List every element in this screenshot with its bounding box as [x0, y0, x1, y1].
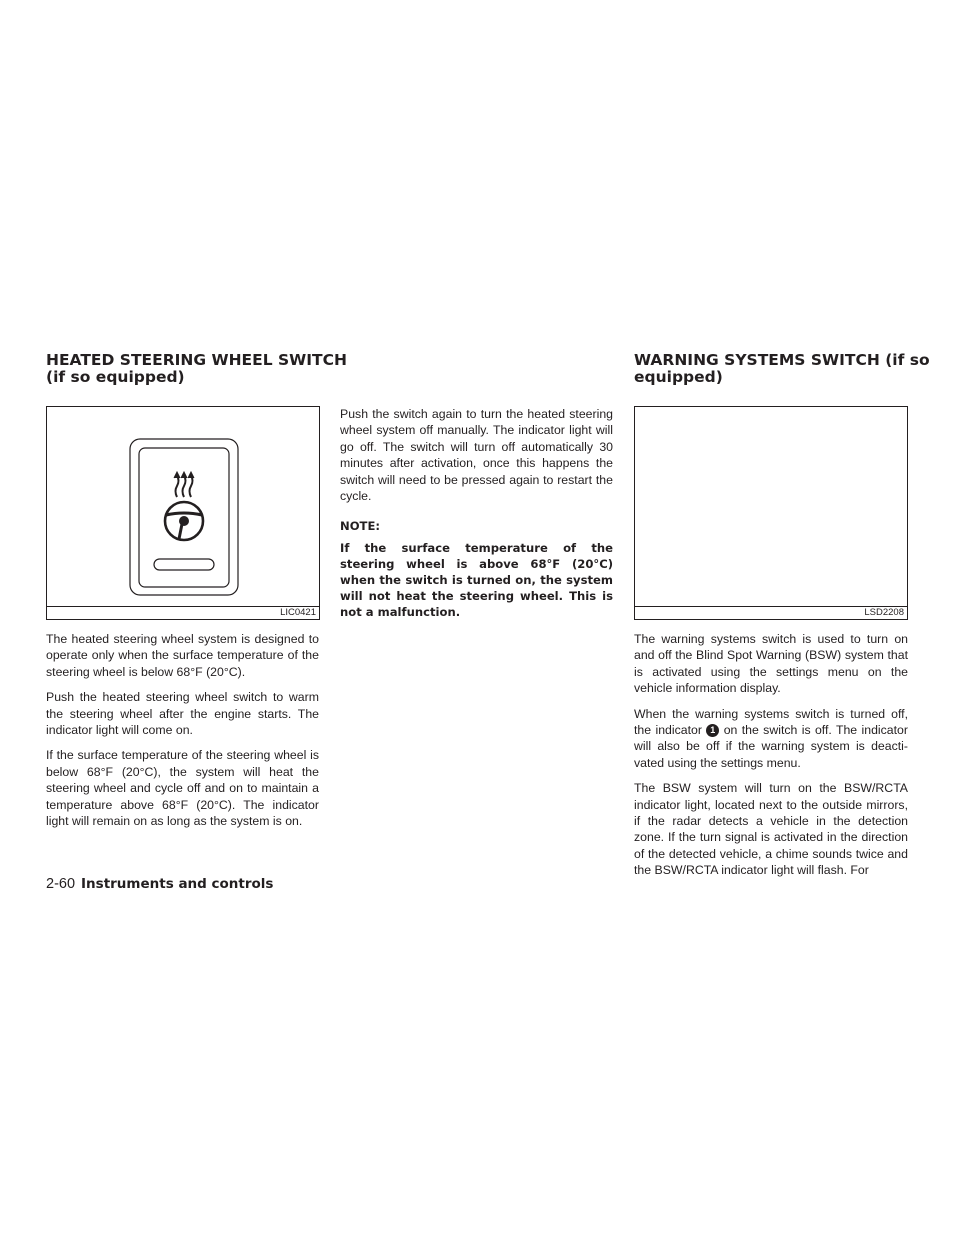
figure-label: LSD2208 [864, 607, 904, 618]
heated-steering-wheel-figure [46, 406, 320, 620]
page-footer [46, 876, 273, 892]
warning-systems-heading [634, 352, 930, 386]
heading-line-1: WARNING SYSTEMS SWITCH (if so [634, 351, 930, 369]
paragraph: The heated steering wheel system is designed to operate only when the surface temperature of the steering wheel is below 68°F (20°C). [46, 632, 319, 679]
right-text-column [634, 631, 908, 888]
middle-text-column [340, 406, 613, 629]
paragraph: Push the heated steering wheel switch to warm the steering wheel after the engine starts. The indicator light will come on. [46, 690, 319, 738]
indicator-number-icon: 1 [706, 724, 719, 737]
page-number: 2-60 [46, 876, 76, 892]
paragraph-part: When the warning systems switch is turned off, the indicator [634, 706, 908, 738]
figure-caption-bar [47, 606, 319, 619]
paragraph-part: on the switch is off. The indicator will also be off if the warning system is deacti- vated using the settings menu. [634, 723, 908, 770]
heated-steering-wheel-switch-icon [47, 407, 319, 607]
note-text: If the surface temperature of the steering wheel is above 68°F (20°C) when the switch is turned on, the system will not heat the steering wheel. This is not a malfunction. [340, 541, 613, 620]
left-text-column [46, 631, 319, 838]
warning-systems-figure [634, 406, 908, 620]
paragraph: The BSW system will turn on the BSW/RCTA indicator light, located next to the outside mirrors, if the radar detects a vehicle in the detection zone. If the turn signal is activated in the direction of the detected vehicle, a chime sounds twice and the BSW/RCTA indicator light will flash. For [634, 781, 908, 878]
figure-label: LIC0421 [280, 607, 316, 618]
paragraph: The warning systems switch is used to turn on and off the Blind Spot Warning (BSW) system that is activated using the settings menu on the vehicle information display. [634, 632, 908, 696]
note-label: NOTE: [340, 519, 381, 534]
chapter-title: Instruments and controls [81, 876, 274, 892]
paragraph: Push the switch again to turn the heated steering wheel system off manually. The indicator light will go off. The switch will turn off automatically 30 minutes after activation, once this happens the switch will need to be pressed again to restart the cycle. [340, 407, 613, 504]
heated-steering-wheel-heading [46, 352, 347, 386]
heading-line-2: equipped) [634, 368, 723, 386]
paragraph [634, 706, 908, 772]
heading-line-2: (if so equipped) [46, 368, 185, 386]
heading-line-1: HEATED STEERING WHEEL SWITCH [46, 351, 347, 369]
paragraph: If the surface temperature of the steering wheel is below 68°F (20°C), the system will heat the steering wheel and cycle off and on to maintain a temperature above 68°F (20°C). The indicator light will remain on as long as the system is on. [46, 748, 319, 829]
